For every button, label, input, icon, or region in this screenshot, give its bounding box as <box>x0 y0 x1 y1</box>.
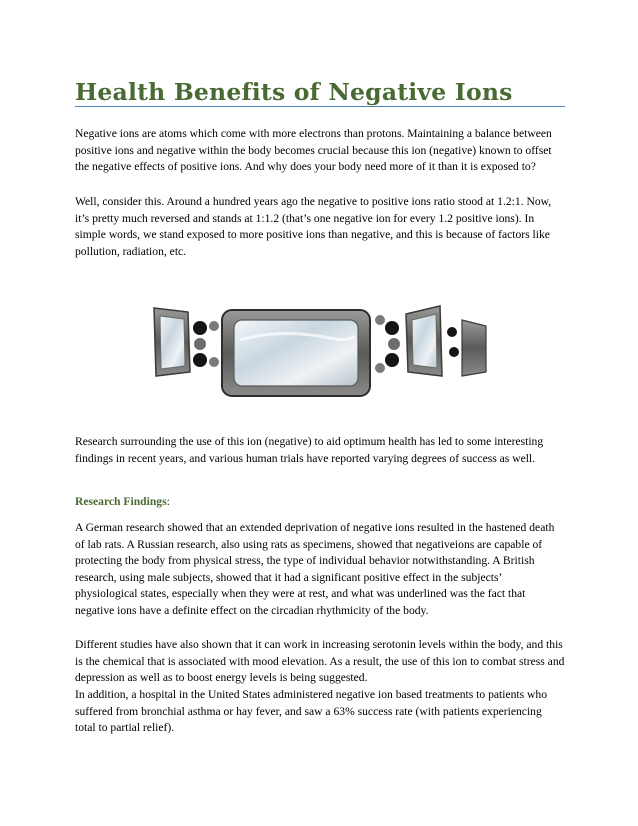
document-title: Health Benefits of Negative Ions <box>75 78 513 106</box>
research-findings-colon: : <box>166 495 170 508</box>
research-findings-label: Research Findings <box>75 495 167 508</box>
research-findings-heading <box>75 494 565 511</box>
paragraph-intro: Negative ions are atoms which come with more electrons than protons. Maintaining a balance between positive ions and negative within the body becomes crucial because this ion (negative) known to offset the negative effects of positive ions. And why does your body need more of it than it is exposed to? <box>75 127 552 174</box>
paragraph-ratio: Well, consider this. Around a hundred years ago the negative to positive ions ratio stood at 1.2:1. Now, it’s pretty much reversed and stands at 1:1.2 (that’s one negative ion for every 1.2 positive ions). In simple words, we stand exposed to more positive ions than negative, and this is because of factors like pollution, radiation, etc. <box>75 195 552 258</box>
bracelet-image <box>140 280 500 410</box>
bracelet-right-beads <box>375 315 400 373</box>
bracelet-center-panel <box>222 310 370 396</box>
paragraph-hospital: In addition, a hospital in the United States administered negative ion based treatments to patients who suffered from bronchial asthma or hay fever, and saw a 63% success rate (with patients experiencing total to partial relief). <box>75 688 548 735</box>
paragraph-research-intro: Research surrounding the use of this ion (negative) to aid optimum health has led to some interesting findings in recent years, and various human trials have reported varying degrees of success as well. <box>75 435 544 465</box>
bracelet-right-panel <box>406 306 442 376</box>
bracelet-left-beads <box>193 321 219 367</box>
bracelet-far-right-link <box>447 320 486 376</box>
paragraph-research-findings: A German research showed that an extended deprivation of negative ions resulted in the hastened death of lab rats. A Russian research, also using rats as specimens, showed that negativeions are capable of protecting the body from physical stress, the type of individual behavior notwithstanding. A British research, using male subjects, showed that it had a significant positive effect in the subjects’ physiological states, especially when they were at rest, and what was underlined was the fact that negative ions have a definite effect on the circadian rhythmicity of the body. <box>75 521 555 617</box>
title-underline <box>75 106 565 107</box>
paragraph-serotonin: Different studies have also shown that it can work in increasing serotonin levels within the body, and this is the chemical that is associated with mood elevation. As a result, the use of this ion to combat stress and depression as well as to boost energy levels is being suggested. <box>75 638 565 685</box>
bracelet-left-panel <box>154 308 190 376</box>
